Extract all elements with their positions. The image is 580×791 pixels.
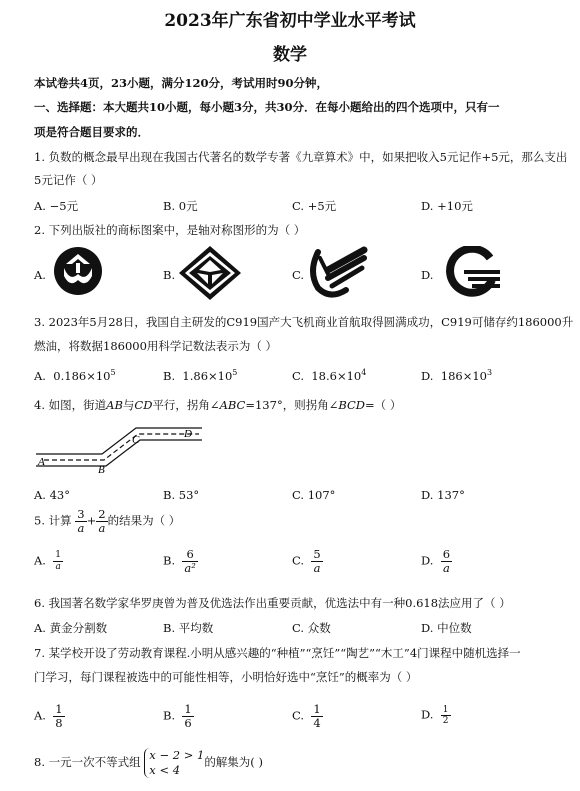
- q2-option-b-label: B.: [163, 268, 176, 282]
- q3-text-line1: 3. 2023年5月28日，我国自主研发的C919国产大飞机商业首航取得圆满成功，C919可储存约186000升: [34, 315, 574, 329]
- publisher-logo-a-image: [52, 246, 104, 296]
- section1-heading-line2: 项是符合题目要求的．: [34, 125, 149, 139]
- q2-option-c-label: C.: [292, 268, 305, 282]
- publisher-logo-b-image: [177, 244, 243, 302]
- q1-option-d: D. +10元: [421, 199, 473, 213]
- q2-option-d-label: D.: [421, 268, 434, 282]
- q3-option-c: C. $18.6\times 10^4$: [292, 368, 367, 383]
- q7-text-line2: 门学习，每门课程被选中的可能性相等，小明恰好选中“烹饪”的概率为（ ）: [34, 670, 418, 684]
- q2-option-a-label: A.: [34, 268, 46, 282]
- q7-option-c: C. $\frac{1}{4}$: [292, 702, 321, 730]
- section1-heading-line1: 一、选择题：本大题共10小题，每小题3分，共30分．在每小题给出的四个选项中，只有一: [34, 100, 500, 114]
- q4-option-c: C. 107°: [292, 488, 336, 502]
- q1-text-line1: 1. 负数的概念最早出现在我国古代著名的数学专著《九章算术》中，如果把收入5元记作+5元，那么支出: [34, 150, 568, 164]
- q2-text: 2. 下列出版社的商标图案中，是轴对称图形的为（ ）: [34, 223, 306, 237]
- publisher-logo-c-image: [306, 244, 370, 300]
- q3-option-b: B. $1.86\times 10^5$: [163, 368, 238, 383]
- q5-option-c: C. $\frac{5}{a}$: [292, 547, 321, 575]
- q6-option-c: C. 众数: [292, 621, 331, 635]
- publisher-logo-d-image: [442, 246, 502, 298]
- q8-text: 8. 一元一次不等式组 x − 2 > 1 x < 4 的解集为( ): [34, 748, 263, 777]
- q5-fraction-2: $\frac{2}{a}$: [98, 507, 106, 535]
- q5-option-d: D. $\frac{6}{a}$: [421, 547, 451, 575]
- q7-text-line1: 7. 某学校开设了劳动教育课程.小明从感兴趣的“种植”“烹饪”“陶艺”“木工”4门课程中随机选择一: [34, 646, 521, 660]
- q4-option-d: D. 137°: [421, 488, 465, 502]
- q6-option-a: A. 黄金分割数: [34, 621, 108, 635]
- q6-text: 6. 我国著名数学家华罗庚曾为普及优选法作出重要贡献，优选法中有一种0.618法应用了（ ）: [34, 596, 511, 610]
- q8-inequality-system: x − 2 > 1 x < 4: [144, 748, 204, 778]
- exam-title: 2023年广东省初中学业水平考试: [164, 11, 416, 31]
- q6-option-d: D. 中位数: [421, 621, 472, 635]
- q1-option-a: A. −5元: [34, 199, 79, 213]
- q7-option-d: D. $\frac{1}{2}$: [421, 705, 449, 726]
- q3-option-a: A. $0.186\times 10^5$: [34, 368, 116, 383]
- q1-text-line2: 5元记作（ ）: [34, 173, 103, 187]
- q6-option-b: B. 平均数: [163, 621, 214, 635]
- q5-option-b: B. $\frac{6}{\text{a²}}$: [163, 547, 196, 575]
- exam-intro: 本试卷共4页，23小题，满分120分，考试用时90分钟，: [34, 76, 329, 90]
- exam-subject: 数学: [273, 45, 307, 65]
- q4-label-d: D: [184, 428, 192, 440]
- q7-option-a: A. $\frac{1}{8}$: [34, 702, 63, 730]
- q5-text: 5. 计算 $\frac{3}{a}$ + $\frac{2}{a}$ 的结果为（ ）: [34, 507, 181, 535]
- q4-label-c: C: [132, 434, 140, 446]
- q1-option-b: B. 0元: [163, 199, 198, 213]
- q4-street-figure: [34, 420, 214, 475]
- q5-fraction-1: $\frac{3}{a}$: [77, 507, 85, 535]
- q3-option-d: D. $186\times 10^3$: [421, 368, 493, 383]
- q3-text-line2: 燃油，将数据186000用科学记数法表示为（ ）: [34, 339, 278, 353]
- q4-option-b: B. 53°: [163, 488, 200, 502]
- q1-option-c: C. +5元: [292, 199, 337, 213]
- q4-option-a: A. 43°: [34, 488, 70, 502]
- q7-option-b: B. $\frac{1}{6}$: [163, 702, 192, 730]
- q5-option-a: A. $\frac{1}{a}$: [34, 550, 62, 572]
- q4-label-a: A: [38, 456, 45, 468]
- q4-label-b: B: [98, 464, 105, 475]
- q4-text: 4. 如图，街道AB与CD平行，拐角∠ABC=137°，则拐角∠BCD=（ ）: [34, 398, 402, 412]
